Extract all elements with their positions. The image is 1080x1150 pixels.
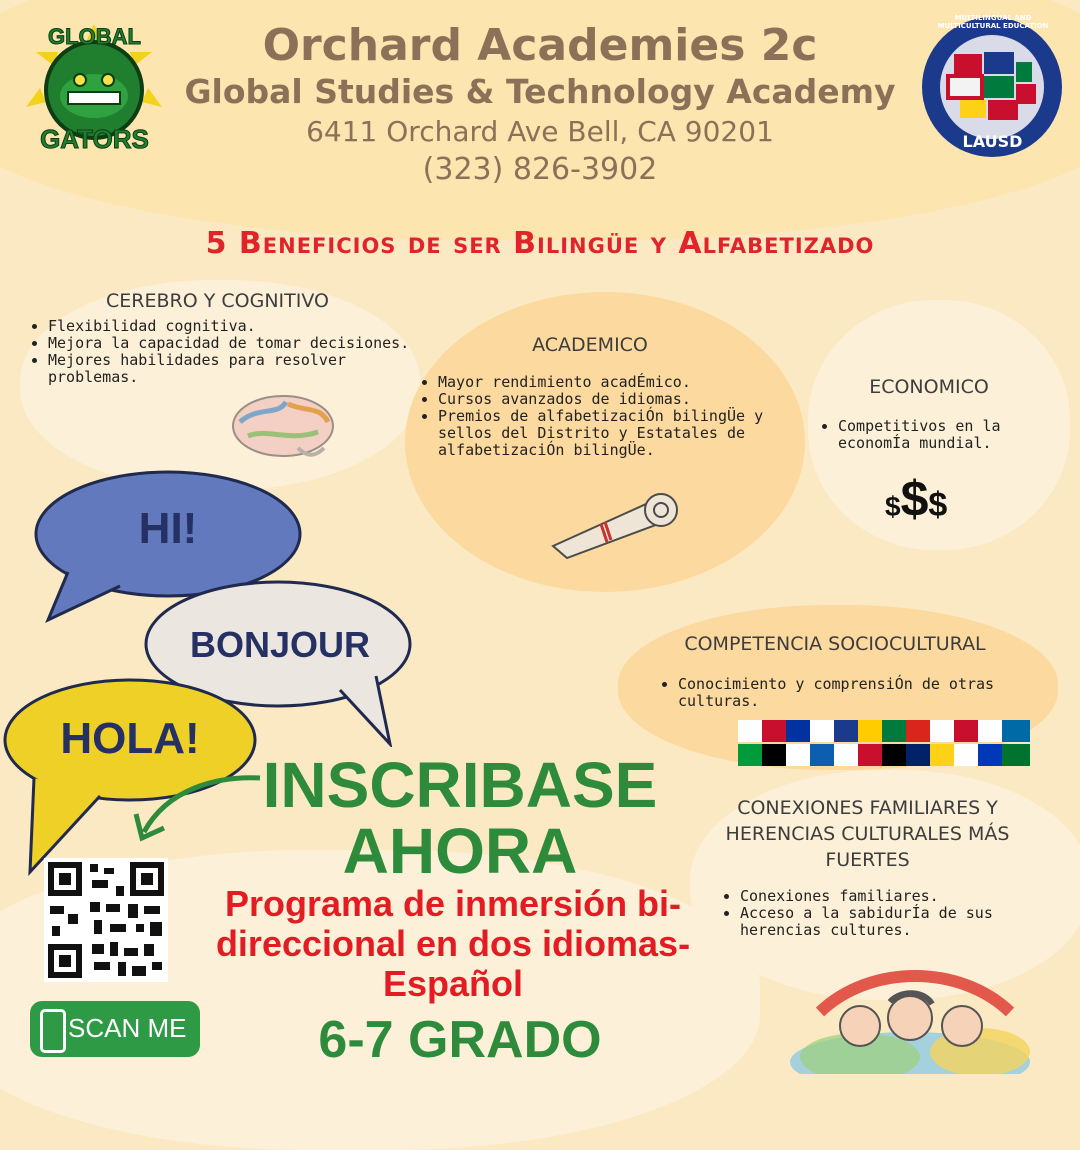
world-flags-strip xyxy=(738,720,1030,766)
list-item: • Premios de alfabetizaciÓn bilingÜe y sellos del Distrito y Estatales de alfabetizaciÓn bilingÜe. xyxy=(438,408,783,459)
familiares-list xyxy=(722,888,1060,939)
school-phone: (323) 826-3902 xyxy=(422,152,658,187)
qr-code[interactable] xyxy=(44,858,168,982)
list-item: • Mayor rendimiento acadÉmico. xyxy=(438,374,783,391)
phone-icon xyxy=(40,1009,66,1053)
dollar-signs-icon: $$$ xyxy=(885,471,948,527)
grade-level: 6-7 GRADO xyxy=(318,1011,602,1069)
academy-name: Global Studies & Technology Academy xyxy=(184,72,896,111)
list-item: • Competitivos en la economÍa mundial. xyxy=(838,418,1078,452)
scan-me-label: SCAN ME xyxy=(68,1013,187,1043)
bubble-hi-text: HI! xyxy=(138,504,198,553)
cerebro-title: CEREBRO Y COGNITIVO xyxy=(106,290,329,312)
lausd-ring-text: MULTILINGUAL AND MULTICULTURAL EDUCATION xyxy=(937,14,1049,30)
school-name: Orchard Academies 2c xyxy=(262,20,818,71)
gators-logo-top-text: GLOBAL xyxy=(48,24,141,49)
lausd-text: LAUSD xyxy=(962,132,1023,151)
academico-list xyxy=(420,374,783,459)
academico-title: ACADEMICO xyxy=(532,334,648,356)
sociocultural-list xyxy=(660,676,1058,710)
familiares-title: CONEXIONES FAMILIARES Y HERENCIAS CULTURALES MÁS FUERTES xyxy=(725,797,1010,871)
cerebro-list xyxy=(30,318,428,386)
benefits-title: 5 Beneficios de ser Bilingüe y Alfabetizado xyxy=(205,226,875,261)
list-item: • Mejora la capacidad de tomar decisiones. xyxy=(48,335,428,352)
list-item: • Conexiones familiares. xyxy=(740,888,1060,905)
sociocultural-title: COMPETENCIA SOCIOCULTURAL xyxy=(684,633,986,655)
list-item: • Mejores habilidades para resolver problemas. xyxy=(48,352,428,386)
list-item: • Acceso a la sabidurÍa de sus herencias cultures. xyxy=(740,905,1060,939)
cta-ahora: AHORA xyxy=(342,815,578,887)
school-address: 6411 Orchard Ave Bell, CA 90201 xyxy=(306,115,774,148)
list-item: • Conocimiento y comprensiÓn de otras culturas. xyxy=(678,676,1058,710)
program-description: Programa de inmersión bi-direccional en dos idiomas- Español xyxy=(215,883,691,1004)
economico-title: ECONOMICO xyxy=(869,376,989,398)
gators-logo xyxy=(22,22,167,157)
cta-inscribase: INSCRIBASE xyxy=(262,749,658,821)
list-item: • Flexibilidad cognitiva. xyxy=(48,318,428,335)
lausd-mme-logo xyxy=(920,12,1065,162)
bubble-hola-text: HOLA! xyxy=(60,714,200,763)
bubble-bonjour-text: BONJOUR xyxy=(189,624,371,665)
economico-list xyxy=(820,418,1078,452)
brain-icon xyxy=(228,392,338,468)
scan-me-button[interactable] xyxy=(30,1001,200,1057)
diploma-icon xyxy=(545,486,685,565)
list-item: • Cursos avanzados de idiomas. xyxy=(438,391,783,408)
gators-logo-bottom-text: GATORS xyxy=(40,124,149,154)
family-illustration xyxy=(790,962,1040,1078)
